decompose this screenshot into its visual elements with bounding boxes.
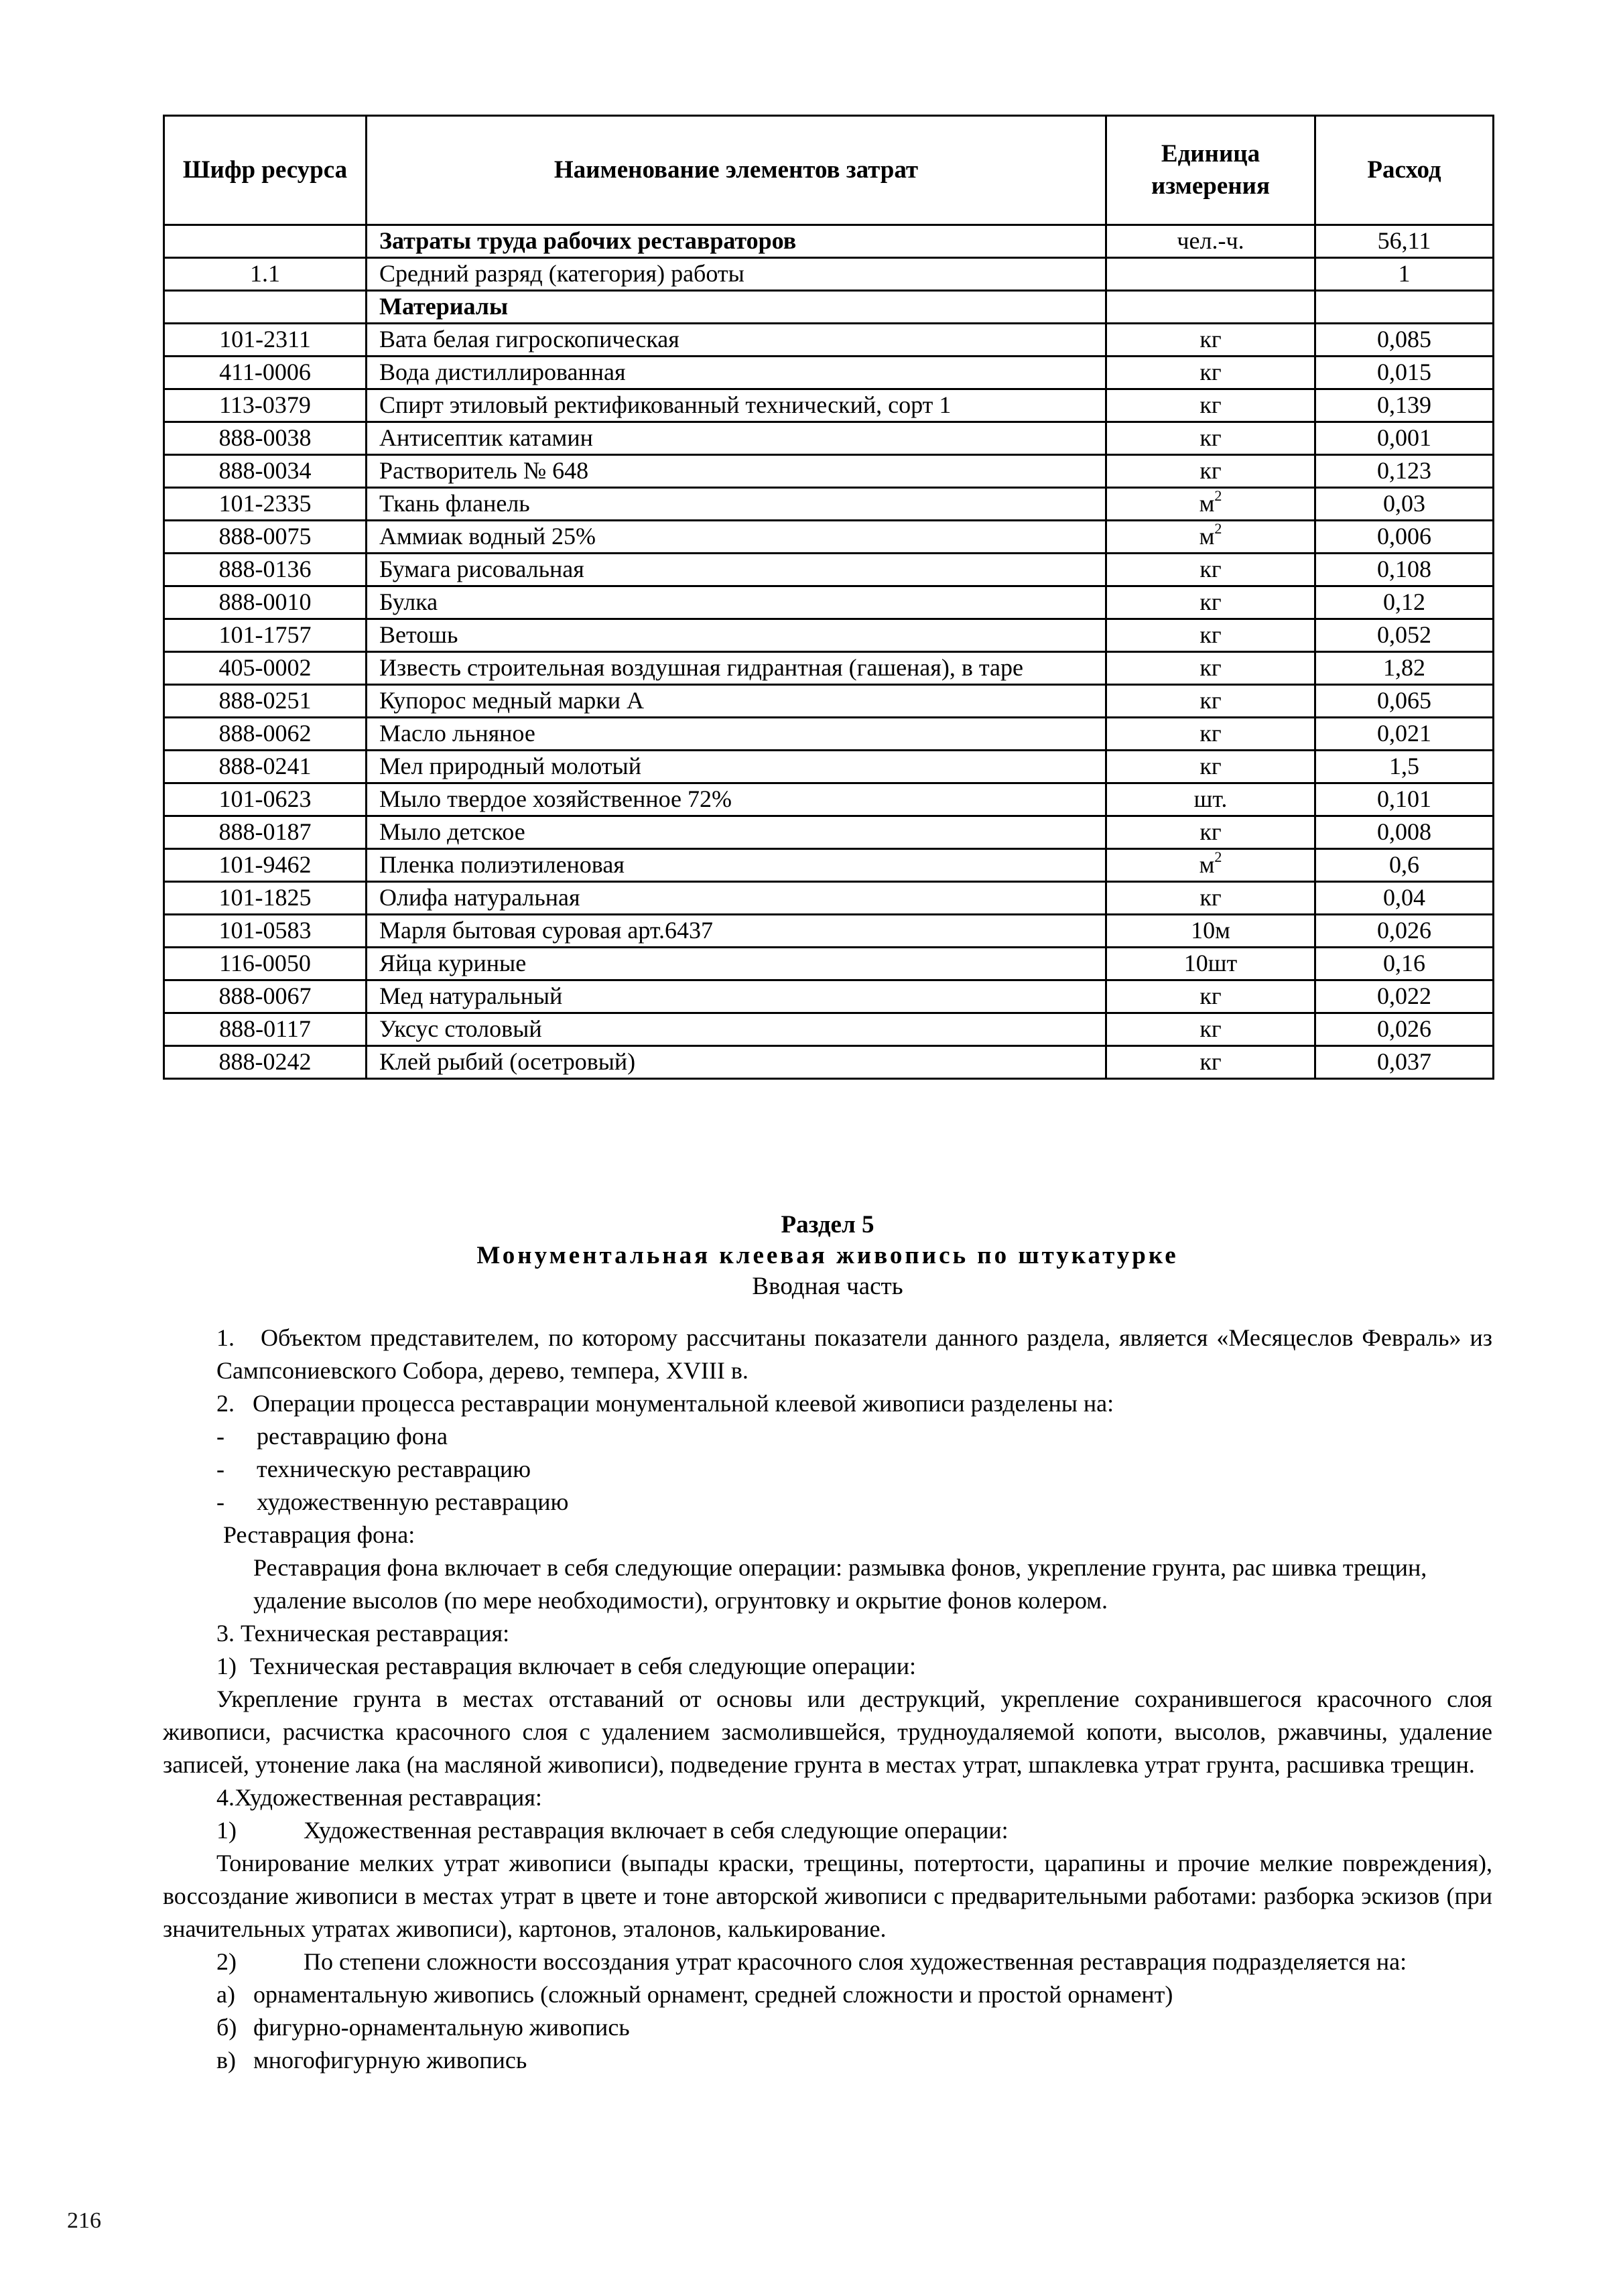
table-row	[164, 1013, 1494, 1046]
cell-code: 113-0379	[164, 389, 367, 422]
cell-unit: кг	[1106, 422, 1315, 455]
art-restoration-heading: 4.Художественная реставрация:	[216, 1784, 542, 1811]
cell-code: 101-2335	[164, 488, 367, 521]
cell-qty: 0,101	[1315, 783, 1494, 816]
cell-unit: кг	[1106, 619, 1315, 652]
cell-unit: 10м	[1106, 915, 1315, 948]
table-row	[164, 849, 1494, 882]
cell-code: 116-0050	[164, 948, 367, 980]
table-row	[164, 554, 1494, 586]
cell-name: Спирт этиловый ректификованный технический, сорт 1	[367, 389, 1106, 422]
cell-name: Бумага рисовальная	[367, 554, 1106, 586]
cell-code: 888-0067	[164, 980, 367, 1013]
art-item-2: 2) По степени сложности воссоздания утрат красочного слоя художественная реставрация подразделяется на:	[216, 1948, 1407, 1975]
section-number: Раздел 5	[781, 1211, 874, 1238]
cell-unit: 10шт	[1106, 948, 1315, 980]
cell-qty: 1,82	[1315, 652, 1494, 685]
table-row	[164, 783, 1494, 816]
cell-qty: 0,008	[1315, 816, 1494, 849]
cell-qty	[1315, 291, 1494, 324]
table-row	[164, 389, 1494, 422]
cell-name: Растворитель № 648	[367, 455, 1106, 488]
cell-qty: 0,16	[1315, 948, 1494, 980]
cell-name: Мыло детское	[367, 816, 1106, 849]
cell-name: Пленка полиэтиленовая	[367, 849, 1106, 882]
section-subtitle: Вводная часть	[752, 1273, 903, 1300]
table-row	[164, 521, 1494, 554]
cell-code: 888-0187	[164, 816, 367, 849]
cell-qty: 0,021	[1315, 718, 1494, 751]
header-name: Наименование элементов затрат	[367, 116, 1106, 225]
table-row	[164, 980, 1494, 1013]
unit-superscript: 2	[1214, 520, 1222, 537]
cell-name: Марля бытовая суровая арт.6437	[367, 915, 1106, 948]
table-row	[164, 652, 1494, 685]
list-item: - художественную реставрацию	[216, 1488, 569, 1515]
cell-code: 1.1	[164, 258, 367, 291]
body-text	[163, 1322, 1492, 2077]
cell-name: Булка	[367, 586, 1106, 619]
cell-qty: 0,108	[1315, 554, 1494, 586]
table-row	[164, 619, 1494, 652]
cell-name: Уксус столовый	[367, 1013, 1106, 1046]
cell-name: Известь строительная воздушная гидрантная (гашеная), в таре	[367, 652, 1106, 685]
cell-name: Аммиак водный 25%	[367, 521, 1106, 554]
cell-name: Материалы	[367, 291, 1106, 324]
cell-qty: 0,12	[1315, 586, 1494, 619]
cell-qty: 0,04	[1315, 882, 1494, 915]
table-row	[164, 225, 1494, 258]
cell-code	[164, 291, 367, 324]
table-header-row	[164, 116, 1494, 225]
table-row	[164, 915, 1494, 948]
cell-qty: 0,022	[1315, 980, 1494, 1013]
cell-code: 101-0623	[164, 783, 367, 816]
cell-name: Масло льняное	[367, 718, 1106, 751]
paragraph-1: 1. Объектом представителем, по которому рассчитаны показатели данного раздела, является «Месяцеслов Февраль» из Сампсониевского Собора, дерево, темпера, XVIII в.	[216, 1324, 1492, 1384]
cell-unit	[1106, 258, 1315, 291]
cell-code: 888-0038	[164, 422, 367, 455]
cell-name: Затраты труда рабочих реставраторов	[367, 225, 1106, 258]
technical-restoration-text: Укрепление грунта в местах отставаний от основы или деструкций, укрепление сохранившегося красочного слоя живописи, расчистка красочного слоя с удалением засмолившейся, трудноудаляемой копоти, высолов, ржавчины, удаление записей, утонение лака (на масляной живописи), подведение грунта в местах утрат, шпаклевка утрат грунта, расшивка трещин.	[163, 1685, 1492, 1778]
cell-name: Яйца куриные	[367, 948, 1106, 980]
cell-unit: кг	[1106, 816, 1315, 849]
paragraph-2: 2. Операции процесса реставрации монументальной клеевой живописи разделены на:	[216, 1390, 1114, 1417]
cell-code: 101-1757	[164, 619, 367, 652]
list-item: - реставрацию фона	[216, 1423, 448, 1450]
table-row	[164, 1046, 1494, 1079]
cell-name: Ветошь	[367, 619, 1106, 652]
cell-qty: 0,052	[1315, 619, 1494, 652]
cell-unit: кг	[1106, 586, 1315, 619]
table-row	[164, 816, 1494, 849]
cell-name: Средний разряд (категория) работы	[367, 258, 1106, 291]
table-row	[164, 324, 1494, 357]
table-row	[164, 422, 1494, 455]
cell-name: Антисептик катамин	[367, 422, 1106, 455]
cell-unit: кг	[1106, 1013, 1315, 1046]
cell-unit: $м^2$	[1106, 521, 1315, 554]
cell-code: 888-0251	[164, 685, 367, 718]
cell-code: 888-0062	[164, 718, 367, 751]
cell-qty: 0,03	[1315, 488, 1494, 521]
cell-qty: 0,006	[1315, 521, 1494, 554]
cell-qty: 0,026	[1315, 915, 1494, 948]
cell-unit: кг	[1106, 685, 1315, 718]
cell-code: 101-1825	[164, 882, 367, 915]
cell-qty: 0,037	[1315, 1046, 1494, 1079]
resource-table	[163, 115, 1494, 1080]
cell-qty: 1,5	[1315, 751, 1494, 783]
section-title: Монументальная клеевая живопись по штукатурке	[476, 1242, 1179, 1269]
cell-name: Вода дистиллированная	[367, 357, 1106, 389]
cell-unit: шт.	[1106, 783, 1315, 816]
unit-superscript: 2	[1214, 487, 1222, 504]
cell-code: 888-0034	[164, 455, 367, 488]
cell-qty: 0,015	[1315, 357, 1494, 389]
cell-qty: 0,123	[1315, 455, 1494, 488]
cell-unit: кг	[1106, 554, 1315, 586]
background-restoration-heading: Реставрация фона:	[223, 1521, 415, 1548]
list-item: - техническую реставрацию	[216, 1456, 531, 1482]
cell-code: 405-0002	[164, 652, 367, 685]
background-restoration-text: Реставрация фона включает в себя следующие операции: размывка фонов, укрепление грунта, рас шивка трещин, удаление высолов (по мере необходимости), огрунтовку и окрытие фонов колером.	[253, 1554, 1427, 1614]
technical-item-1: 1) Техническая реставрация включает в себя следующие операции:	[216, 1653, 916, 1679]
cell-qty: 0,026	[1315, 1013, 1494, 1046]
cell-code: 101-0583	[164, 915, 367, 948]
cell-name: Мед натуральный	[367, 980, 1106, 1013]
cell-code: 101-9462	[164, 849, 367, 882]
cell-unit: кг	[1106, 389, 1315, 422]
cell-unit: кг	[1106, 882, 1315, 915]
cell-name: Купорос медный марки А	[367, 685, 1106, 718]
cell-name: Вата белая гигроскопическая	[367, 324, 1106, 357]
table-row	[164, 751, 1494, 783]
cell-unit: $м^2$	[1106, 849, 1315, 882]
list-item: а) орнаментальную живопись (сложный орнамент, средней сложности и простой орнамент)	[216, 1981, 1173, 2008]
unit-superscript: 2	[1214, 848, 1222, 865]
art-restoration-text: Тонирование мелких утрат живописи (выпады краски, трещины, потертости, царапины и прочие мелкие повреждения), воссоздание живописи в местах утрат в цвете и тоне авторской живописи с предварительными работами: разборка эскизов (при значительных утратах живописи), картонов, эталонов, калькирование.	[163, 1850, 1492, 1942]
table-row	[164, 488, 1494, 521]
cell-unit	[1106, 291, 1315, 324]
cell-code: 888-0242	[164, 1046, 367, 1079]
table-row	[164, 357, 1494, 389]
cell-unit: кг	[1106, 980, 1315, 1013]
header-unit: Единица измерения	[1106, 116, 1315, 225]
cell-unit: кг	[1106, 357, 1315, 389]
header-code: Шифр ресурса	[164, 116, 367, 225]
table-row	[164, 586, 1494, 619]
cell-qty: 0,6	[1315, 849, 1494, 882]
table-row	[164, 718, 1494, 751]
list-item: б) фигурно-орнаментальную живопись	[216, 2014, 630, 2041]
cell-name: Олифа натуральная	[367, 882, 1106, 915]
table-row	[164, 948, 1494, 980]
table-row	[164, 291, 1494, 324]
cell-code: 888-0010	[164, 586, 367, 619]
cell-code: 888-0075	[164, 521, 367, 554]
cell-unit: кг	[1106, 1046, 1315, 1079]
cell-code: 888-0241	[164, 751, 367, 783]
table-row	[164, 455, 1494, 488]
cell-qty: 56,11	[1315, 225, 1494, 258]
table-row	[164, 258, 1494, 291]
cell-qty: 0,001	[1315, 422, 1494, 455]
cell-unit: кг	[1106, 324, 1315, 357]
table-row	[164, 685, 1494, 718]
cell-unit: кг	[1106, 751, 1315, 783]
art-item-1: 1) Художественная реставрация включает в себя следующие операции:	[216, 1817, 1009, 1844]
header-qty: Расход	[1315, 116, 1494, 225]
cell-qty: 0,085	[1315, 324, 1494, 357]
cell-code	[164, 225, 367, 258]
cell-code: 888-0136	[164, 554, 367, 586]
cell-unit: кг	[1106, 455, 1315, 488]
cell-name: Мел природный молотый	[367, 751, 1106, 783]
cell-code: 101-2311	[164, 324, 367, 357]
cell-qty: 1	[1315, 258, 1494, 291]
cell-name: Клей рыбий (осетровый)	[367, 1046, 1106, 1079]
cell-code: 888-0117	[164, 1013, 367, 1046]
technical-restoration-heading: 3. Техническая реставрация:	[216, 1620, 510, 1647]
cell-code: 411-0006	[164, 357, 367, 389]
cell-qty: 0,065	[1315, 685, 1494, 718]
cell-qty: 0,139	[1315, 389, 1494, 422]
cell-name: Ткань фланель	[367, 488, 1106, 521]
list-item: в) многофигурную живопись	[216, 2047, 527, 2074]
cell-unit: кг	[1106, 652, 1315, 685]
cell-unit: чел.-ч.	[1106, 225, 1315, 258]
cell-unit: кг	[1106, 718, 1315, 751]
cell-name: Мыло твердое хозяйственное 72%	[367, 783, 1106, 816]
table-row	[164, 882, 1494, 915]
page-number: 216	[67, 2208, 101, 2233]
cell-unit: $м^2$	[1106, 488, 1315, 521]
